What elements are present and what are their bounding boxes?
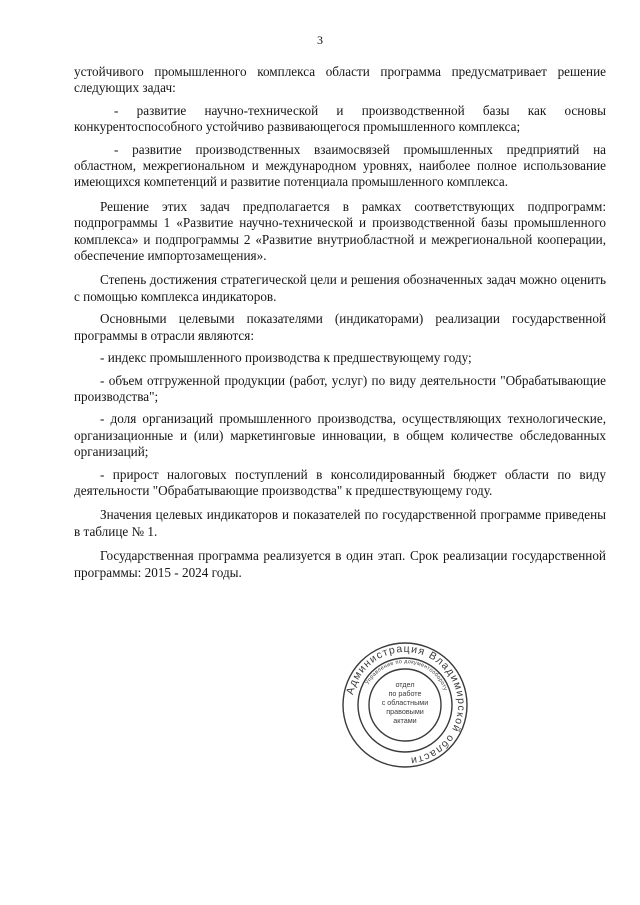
stamp-center-line-3: с областными <box>381 698 429 707</box>
indicator-item-4: - прирост налоговых поступлений в консолидированный бюджет области по виду деятельности "Обрабатывающие производства" к предшествующему году. <box>74 466 606 498</box>
paragraph-indicators: Степень достижения стратегической цели и решения обозначенных задач можно оценить с помощью комплекса индикаторов. <box>74 272 606 304</box>
stamp-center-line-1: отдел <box>395 680 415 689</box>
paragraph-stage: Государственная программа реализуется в один этап. Срок реализации государственной программы: 2015 - 2024 годы. <box>74 548 606 580</box>
stamp-center-line-2: по работе <box>388 689 422 698</box>
stamp-outer-text-path: Администрация Владимирской области <box>344 642 468 767</box>
stamp-center-line-5: актами <box>393 716 417 725</box>
stamp-center <box>382 680 429 725</box>
task-item-2: - развитие производственных взаимосвязей промышленных предприятий на областном, межрегиональном и международном уровнях, наиболее полное использование имеющихся компетенций и развитие потенциала промышленного комплекса. <box>74 141 606 190</box>
paragraph-intro: устойчивого промышленного комплекса области программа предусматривает решение следующих задач: <box>74 64 606 96</box>
document-body <box>74 64 606 587</box>
paragraph-table-ref: Значения целевых индикаторов и показателей по государственной программе приведены в таблице № 1. <box>74 507 606 539</box>
official-stamp <box>340 640 470 770</box>
stamp-center-line-4: правовыми <box>386 707 424 716</box>
stamp-inner-ring-text-path: Управление по документообороту <box>364 658 449 692</box>
paragraph-main-indicators: Основными целевыми показателями (индикаторами) реализации государственной программы в отрасли являются: <box>74 311 606 343</box>
task-item-1: - развитие научно-технической и производственной базы как основы конкурентоспособного устойчиво развивающегося промышленного комплекса; <box>74 102 606 135</box>
page-number: 3 <box>317 33 323 47</box>
paragraph-subprograms: Решение этих задач предполагается в рамках соответствующих подпрограмм: подпрограммы 1 «Развитие научно-технической и производственной базы промышленного комплекса» и подпрограммы 2 «Развитие внутриобластной и межрегиональной кооперации, обеспечение импортозамещения». <box>74 198 606 264</box>
indicator-item-2: - объем отгруженной продукции (работ, услуг) по виду деятельности "Обрабатывающие производства"; <box>74 372 606 404</box>
indicator-item-3: - доля организаций промышленного производства, осуществляющих технологические, организационные и (или) маркетинговые инновации, в общем количестве обследованных организаций; <box>74 411 606 460</box>
indicator-item-1: - индекс промышленного производства к предшествующему году; <box>100 350 472 366</box>
